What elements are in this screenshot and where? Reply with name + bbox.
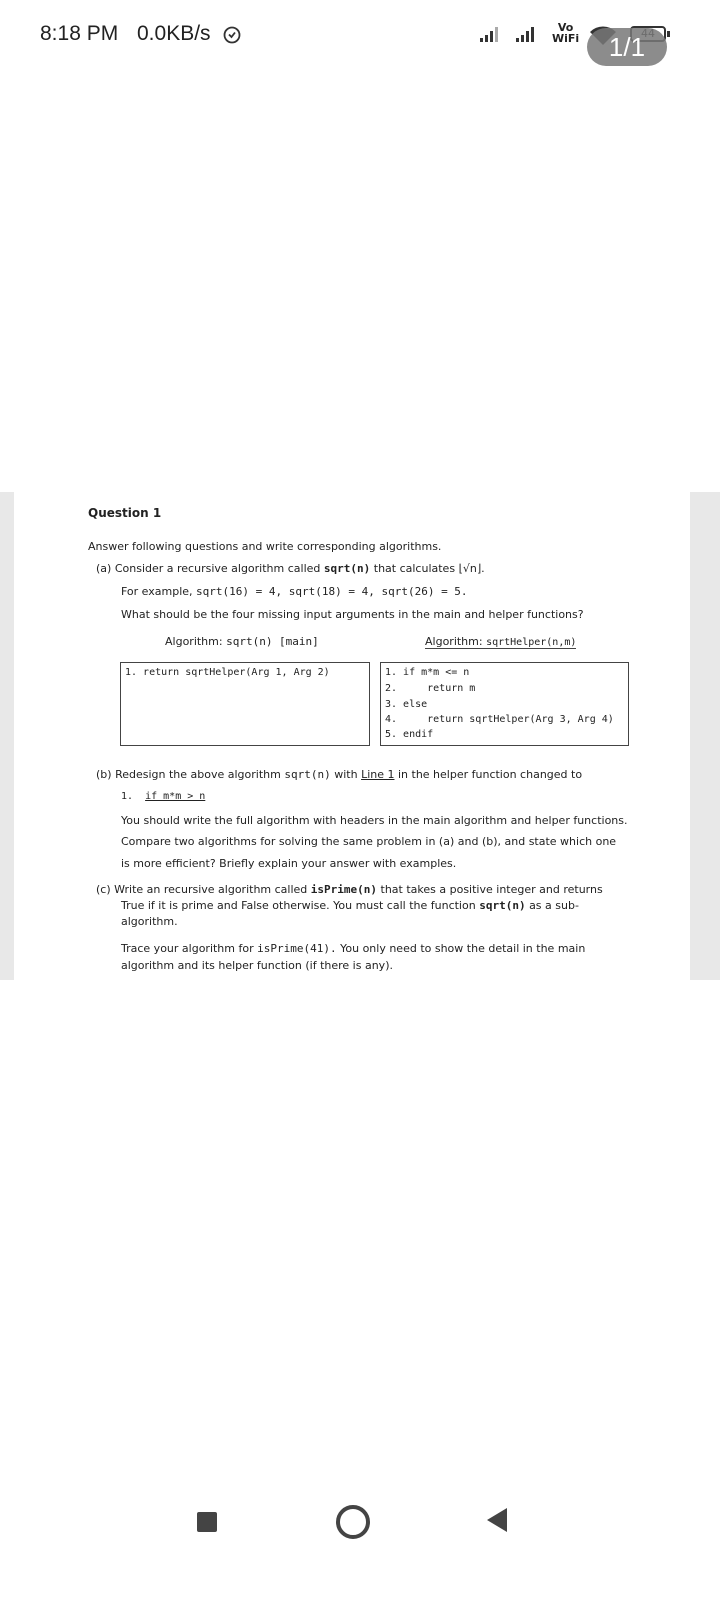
part-c-line3: algorithm. xyxy=(121,915,178,928)
helper-algo-box xyxy=(380,662,629,746)
back-button[interactable] xyxy=(485,1506,509,1534)
part-a-example: For example, sqrt(16) = 4, sqrt(18) = 4, sqrt(26) = 5. xyxy=(121,585,468,598)
alarm-icon xyxy=(222,24,242,44)
recent-apps-button[interactable] xyxy=(197,1512,217,1532)
part-b-para1: You should write the full algorithm with headers in the main algorithm and helper functions. xyxy=(121,814,628,827)
status-bar xyxy=(0,0,720,70)
part-c-line1: (c) Write an recursive algorithm called isPrime(n) that takes a positive integer and returns xyxy=(96,883,603,896)
helper-line-3: 3. else xyxy=(385,699,428,710)
part-c-trace-line1: Trace your algorithm for isPrime(41). You only need to show the detail in the main xyxy=(121,942,586,955)
vowifi-indicator: Vo WiFi xyxy=(552,21,580,45)
clock: 8:18 PM xyxy=(40,22,119,45)
main-line-1: 1. return sqrtHelper(Arg 1, Arg 2) xyxy=(125,667,330,678)
home-button[interactable] xyxy=(335,1504,371,1540)
helper-line-2: 2. return m xyxy=(385,683,476,694)
signal-2-icon xyxy=(514,25,544,43)
helper-line-1: 1. if m*m <= n xyxy=(385,667,470,678)
question-title: Question 1 xyxy=(88,506,162,520)
network-speed: 0.0KB/s xyxy=(137,22,211,45)
intro-text: Answer following questions and write corresponding algorithms. xyxy=(88,540,442,553)
part-c-line2: True if it is prime and False otherwise. You must call the function sqrt(n) as a sub- xyxy=(121,899,579,912)
part-a-question: What should be the four missing input arguments in the main and helper functions? xyxy=(121,608,584,621)
helper-algo-header: Algorithm: sqrtHelper(n,m) xyxy=(425,635,577,648)
helper-line-4: 4. return sqrtHelper(Arg 3, Arg 4) xyxy=(385,714,614,725)
part-b-code-line: 1. if m*m > n xyxy=(121,791,206,802)
page-indicator: 1/1 xyxy=(587,28,667,66)
part-b-para3: is more efficient? Briefly explain your answer with examples. xyxy=(121,857,457,870)
main-algo-header: Algorithm: sqrt(n) [main] xyxy=(165,635,319,648)
line-1-link[interactable]: Line 1 xyxy=(361,768,395,781)
helper-line-5: 5. endif xyxy=(385,729,434,740)
signal-1-icon xyxy=(478,25,508,43)
part-a-line1: (a) Consider a recursive algorithm called sqrt(n) that calculates ⌊√n⌋. xyxy=(96,562,485,575)
main-algo-box xyxy=(120,662,370,746)
part-b-para2: Compare two algorithms for solving the same problem in (a) and (b), and state which one xyxy=(121,835,617,848)
battery-tip xyxy=(667,31,670,37)
part-c-trace-line2: algorithm and its helper function (if there is any). xyxy=(121,959,393,972)
part-b-line1: (b) Redesign the above algorithm sqrt(n) with Line 1 in the helper function changed to xyxy=(96,768,583,781)
